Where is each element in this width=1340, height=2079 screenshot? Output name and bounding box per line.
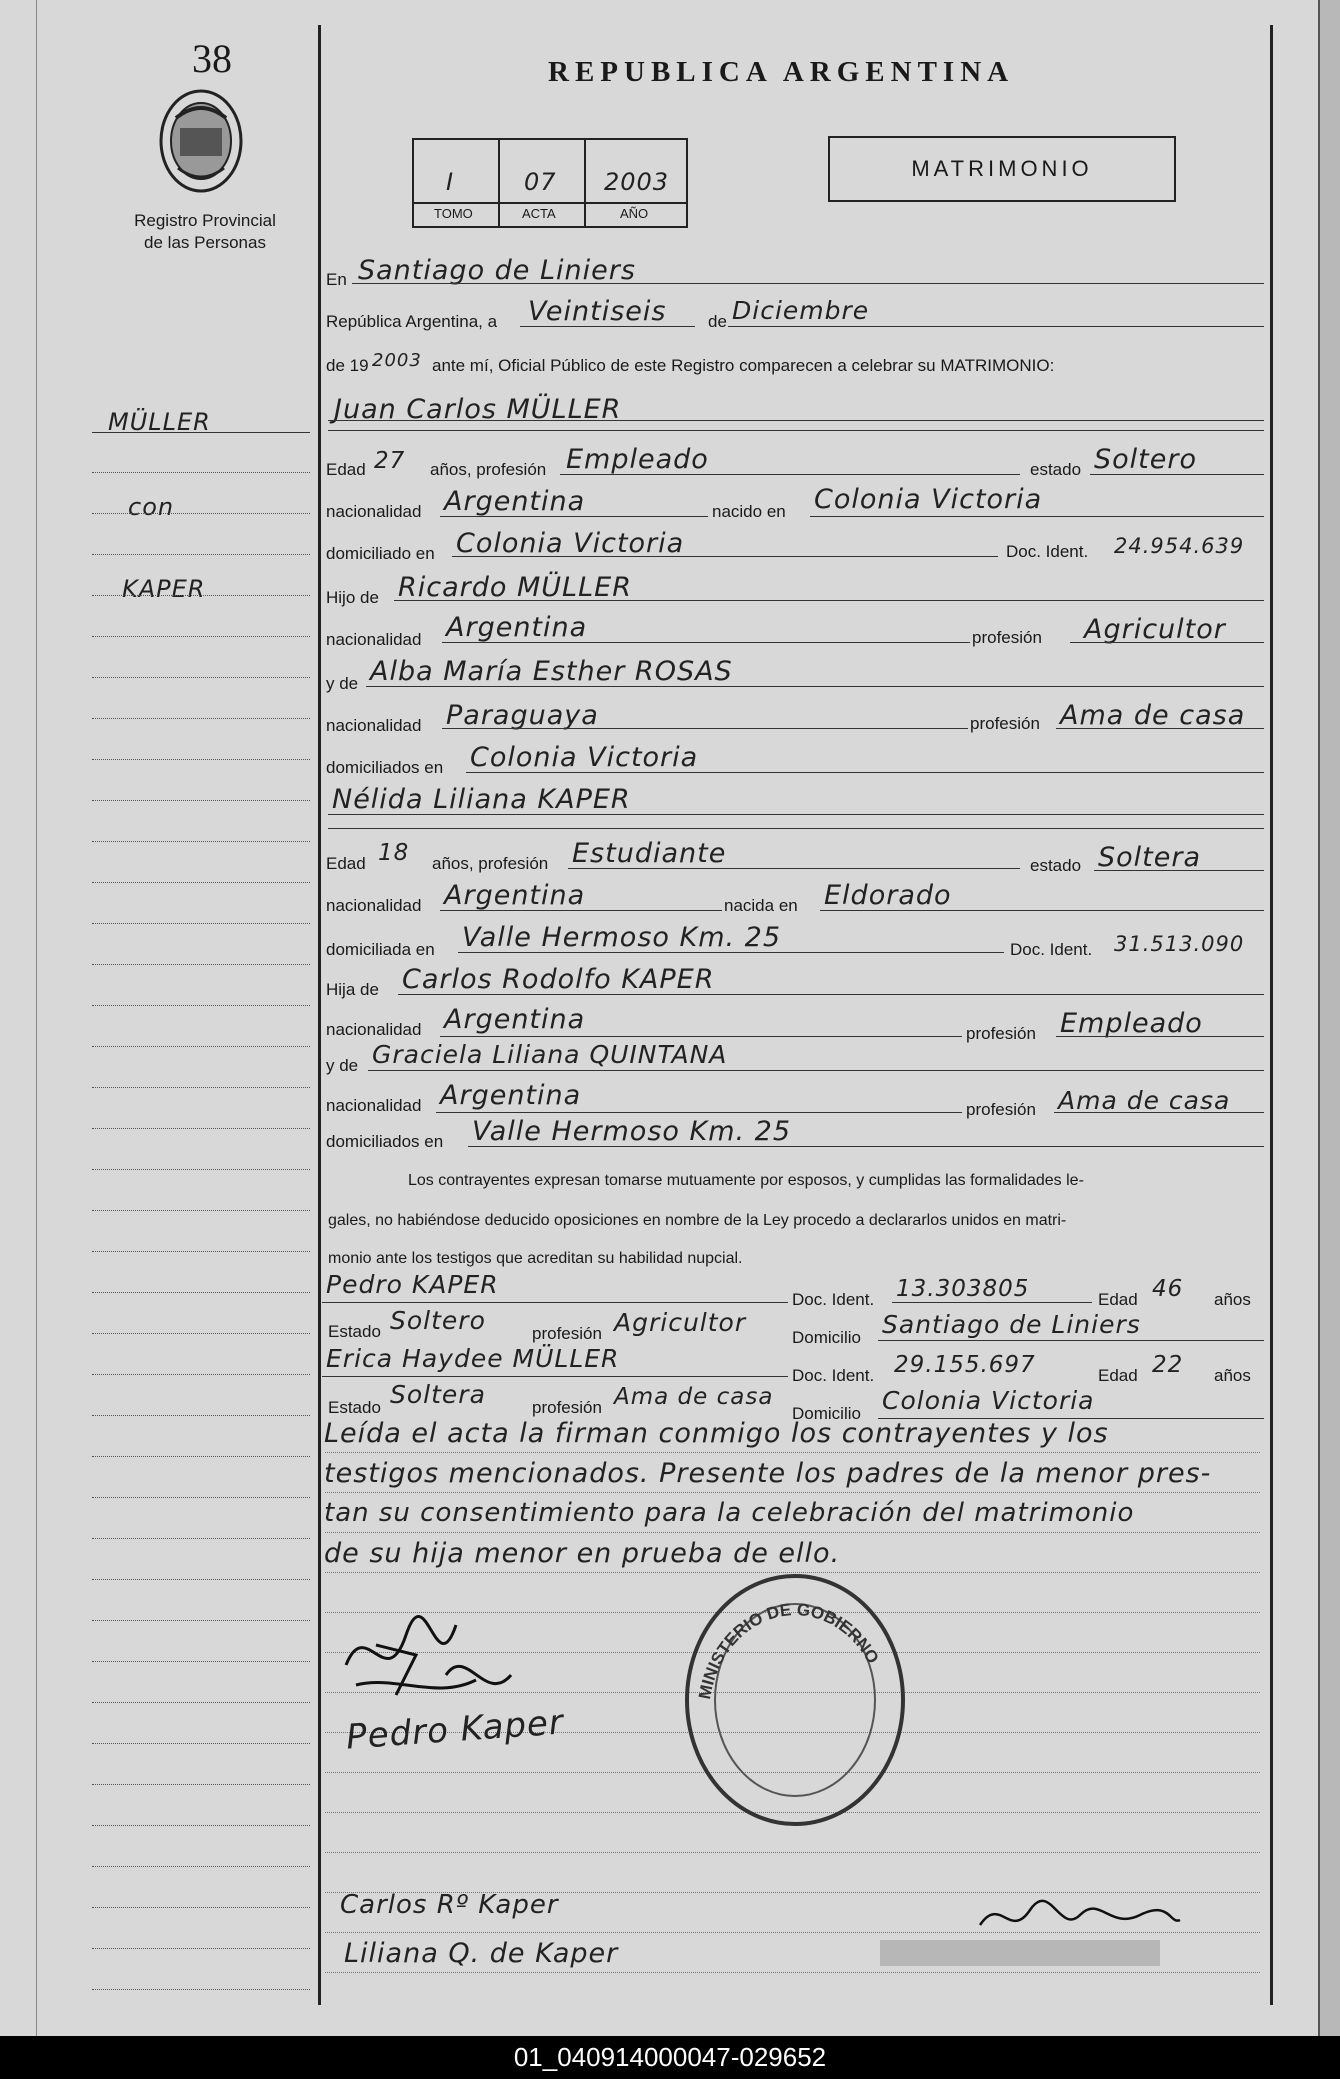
reference-box xyxy=(412,138,688,228)
margin-guide-line xyxy=(92,1497,310,1498)
margin-guide-line xyxy=(92,1456,310,1457)
margin-guide-line xyxy=(92,677,310,678)
bride-father-nat: Argentina xyxy=(444,1004,586,1035)
groom-father-prof: Agricultor xyxy=(1084,614,1226,645)
note-line-1: Leída el acta la firman conmigo los contrayentes y los xyxy=(324,1418,1109,1449)
margin-guide-line xyxy=(92,1538,310,1539)
bride-name: Nélida Liliana KAPER xyxy=(332,784,631,815)
margin-guide-line xyxy=(92,800,310,801)
act-month: Diciembre xyxy=(732,296,870,325)
registry-label: Registro Provincial de las Personas xyxy=(134,211,276,252)
margin-guide-line xyxy=(92,1866,310,1867)
witness2-domicile: Colonia Victoria xyxy=(882,1386,1095,1415)
witness2-status: Soltera xyxy=(390,1380,486,1409)
margin-guide-line xyxy=(92,964,310,965)
acta-label: ACTA xyxy=(522,206,556,221)
margin-guide-line xyxy=(92,595,310,596)
groom-nationality: Argentina xyxy=(444,486,586,517)
margin-guide-line xyxy=(92,1661,310,1662)
note-line-3: tan su consentimiento para la celebración del matrimonio xyxy=(324,1498,1135,1528)
margin-guide-line xyxy=(92,1251,310,1252)
official-seal-blur xyxy=(880,1940,1160,1966)
page-edge xyxy=(1318,0,1340,2036)
signature-scribble xyxy=(336,1605,526,1715)
bride-father: Carlos Rodolfo KAPER xyxy=(402,964,715,995)
witness1-doc: 13.303805 xyxy=(896,1276,1030,1302)
signature-1: Pedro Kaper xyxy=(344,1702,566,1758)
act-day: Veintiseis xyxy=(528,296,667,327)
margin-guide-line xyxy=(92,1702,310,1703)
margin-guide-line xyxy=(92,513,310,514)
bride-profession: Estudiante xyxy=(572,838,727,869)
declaration-line-2: gales, no habiéndose deducido oposiciones en nombre de la Ley procedo a declararlos unidos en matri- xyxy=(328,1212,1067,1229)
margin-guide-line xyxy=(92,1743,310,1744)
bride-birthplace: Eldorado xyxy=(824,880,952,911)
margin-guide-line xyxy=(92,1784,310,1785)
margin-guide-line xyxy=(92,923,310,924)
groom-birthplace: Colonia Victoria xyxy=(814,484,1043,515)
margin-guide-line xyxy=(92,1415,310,1416)
margin-guide-line xyxy=(92,1620,310,1621)
body-guide-line xyxy=(325,1972,1260,1973)
groom-name: Juan Carlos MÜLLER xyxy=(334,394,622,425)
margin-guide-line xyxy=(92,1046,310,1047)
margin-guide-line xyxy=(92,1948,310,1949)
signature-2: Carlos Rº Kaper xyxy=(340,1890,559,1920)
declaration-line-3: monio ante los testigos que acreditan su habilidad nupcial. xyxy=(328,1250,743,1267)
margin-guide-line xyxy=(92,718,310,719)
act-year: 2003 xyxy=(372,350,422,371)
margin-guide-line xyxy=(92,1825,310,1826)
bride-nationality: Argentina xyxy=(444,880,586,911)
groom-age: 27 xyxy=(374,448,406,474)
anio-label: AÑO xyxy=(620,206,649,221)
page-number: 38 xyxy=(192,36,232,81)
margin-guide-line xyxy=(92,554,310,555)
signature-3: Liliana Q. de Kaper xyxy=(344,1938,619,1969)
bride-status: Soltera xyxy=(1098,842,1202,873)
certificate-page: 38 Registro Provincial de las Personas MÜLLER con KAPER REPUBLICA ARGENTINA I 07 2003 TOMO ACTA AÑO MATRIMONIO En Santiago de Liniers República Argentina, a Veintiseis de Diciembre de 19 2003 ante mí, Oficial Público de este Registro comparecen a celebrar su MATRIMONIO: Juan Carlos MÜLLER Edad 27 años, profesión Empleado estado Soltero nacionalidad Argentina nacido en Colonia Victoria domiciliado en Colonia Victoria Doc. Ident. 24.954.639 Hijo de Ricardo MÜLLER nacionalidad Argentina profesión Agricultor y de Alba María Esther ROSAS nacionalidad Paraguaya profesión Ama de casa domiciliados en Colonia Victoria Nélida Liliana KAPER Edad 18 años, profesión Estudiante estado Soltera nacionalidad Argentina nacida en Eldorado domiciliada en Valle Hermoso Km. 25 Doc. Ident. 31.513.090 Hija de Carlos Rodolfo KAPER nacionalidad Argentina profesión Empleado y de Graciela Liliana QUINTANA nacionalidad Argentina profesión Ama de casa domiciliados en Valle Hermoso Km. 25 Los contrayentes expresan tomarse mutuamente por esposos, y cumplidas las formalidades le- gales, no habiéndose deducido oposiciones en nombre de la Ley procedo a declararlos unidos en matri- monio ante los testigos que acreditan su habilidad nupcial. Pedro KAPER Doc. Ident. 13.303805 Edad 46 años Estado Soltero profesión Agricultor Domicilio Santiago de Liniers Erica Haydee MÜLLER Doc. Ident. 29.155.697 Edad 22 años Estado Soltera profesión Ama de casa Domicilio Colonia Victoria Leída el acta la firman conmigo los contrayentes y los testigos mencionados. Presente los padres de la menor pres- tan su consentimiento para la celebración del matrimonio de su hija menor en prueba de ello. MINISTERIO DE GOBIERNO Pedro Kaper Carlos Rº Kaper Liliana Q. de Kaper xyxy=(0,0,1318,2036)
witness2-doc: 29.155.697 xyxy=(894,1352,1036,1378)
margin-guide-line xyxy=(92,1579,310,1580)
bride-doc: 31.513.090 xyxy=(1114,932,1245,956)
groom-father: Ricardo MÜLLER xyxy=(398,572,632,603)
doc-type-box: MATRIMONIO xyxy=(828,136,1176,202)
margin-guide-line xyxy=(92,1374,310,1375)
bride-parents-domicile: Valle Hermoso Km. 25 xyxy=(472,1116,792,1147)
bride-father-prof: Empleado xyxy=(1060,1008,1203,1039)
margin-con: con xyxy=(128,493,175,521)
groom-mother-nat: Paraguaya xyxy=(446,700,599,731)
witness2-age: 22 xyxy=(1152,1352,1184,1378)
country-title: REPUBLICA ARGENTINA xyxy=(548,56,1015,88)
body-guide-line xyxy=(325,1452,1260,1453)
margin-guide-line xyxy=(92,1989,310,1990)
witness1-profession: Agricultor xyxy=(614,1308,747,1337)
groom-status: Soltero xyxy=(1094,444,1197,475)
bride-age: 18 xyxy=(378,840,410,866)
acta-value: 07 xyxy=(524,168,557,196)
margin-guide-line xyxy=(92,636,310,637)
note-line-2: testigos mencionados. Presente los padres de la menor pres- xyxy=(324,1458,1212,1489)
witness1-age: 46 xyxy=(1152,1276,1184,1302)
witness1-name: Pedro KAPER xyxy=(326,1270,499,1299)
margin-guide-line xyxy=(92,882,310,883)
witness1-status: Soltero xyxy=(390,1306,486,1335)
groom-mother: Alba María Esther ROSAS xyxy=(370,656,733,687)
groom-doc: 24.954.639 xyxy=(1114,534,1245,558)
tomo-label: TOMO xyxy=(434,206,473,221)
footer-id: 01_040914000047-029652 xyxy=(0,2036,1340,2079)
margin-guide-line xyxy=(92,759,310,760)
province-seal xyxy=(158,88,244,194)
tomo-value: I xyxy=(446,168,455,196)
note-line-4: de su hija menor en prueba de ello. xyxy=(324,1538,841,1569)
margin-guide-line xyxy=(92,1333,310,1334)
witness2-name: Erica Haydee MÜLLER xyxy=(326,1344,620,1373)
ministry-stamp xyxy=(680,1570,910,1830)
margin-guide-line xyxy=(92,1169,310,1170)
act-place: Santiago de Liniers xyxy=(358,255,636,286)
margin-guide-line xyxy=(92,1128,310,1129)
declaration-line-1: Los contrayentes expresan tomarse mutuamente por esposos, y cumplidas las formalidades le- xyxy=(408,1172,1084,1189)
anio-value: 2003 xyxy=(604,168,670,196)
groom-mother-prof: Ama de casa xyxy=(1060,700,1246,731)
groom-profession: Empleado xyxy=(566,444,709,475)
witness2-profession: Ama de casa xyxy=(614,1384,774,1410)
groom-father-nat: Argentina xyxy=(446,612,588,643)
body-guide-line xyxy=(325,1532,1260,1533)
margin-guide-line xyxy=(92,1210,310,1211)
margin-name-2: KAPER xyxy=(122,575,206,603)
witness1-domicile: Santiago de Liniers xyxy=(882,1310,1141,1339)
groom-domicile: Colonia Victoria xyxy=(456,528,685,559)
margin-guide-line xyxy=(92,841,310,842)
svg-text:MINISTERIO DE GOBIERNO: MINISTERIO DE GOBIERNO xyxy=(695,1600,883,1701)
bride-domicile: Valle Hermoso Km. 25 xyxy=(462,922,782,953)
bride-mother-nat: Argentina xyxy=(440,1080,582,1111)
bride-mother-prof: Ama de casa xyxy=(1058,1086,1231,1115)
bride-mother: Graciela Liliana QUINTANA xyxy=(372,1040,728,1069)
body-guide-line xyxy=(325,1852,1260,1853)
margin-name-1: MÜLLER xyxy=(108,408,211,436)
margin-guide-line xyxy=(92,1292,310,1293)
groom-parents-domicile: Colonia Victoria xyxy=(470,742,699,773)
margin-guide-line xyxy=(92,1907,310,1908)
margin-guide-line xyxy=(92,1005,310,1006)
margin-guide-line xyxy=(92,472,310,473)
body-guide-line xyxy=(325,1492,1260,1493)
margin-guide-line xyxy=(92,1087,310,1088)
